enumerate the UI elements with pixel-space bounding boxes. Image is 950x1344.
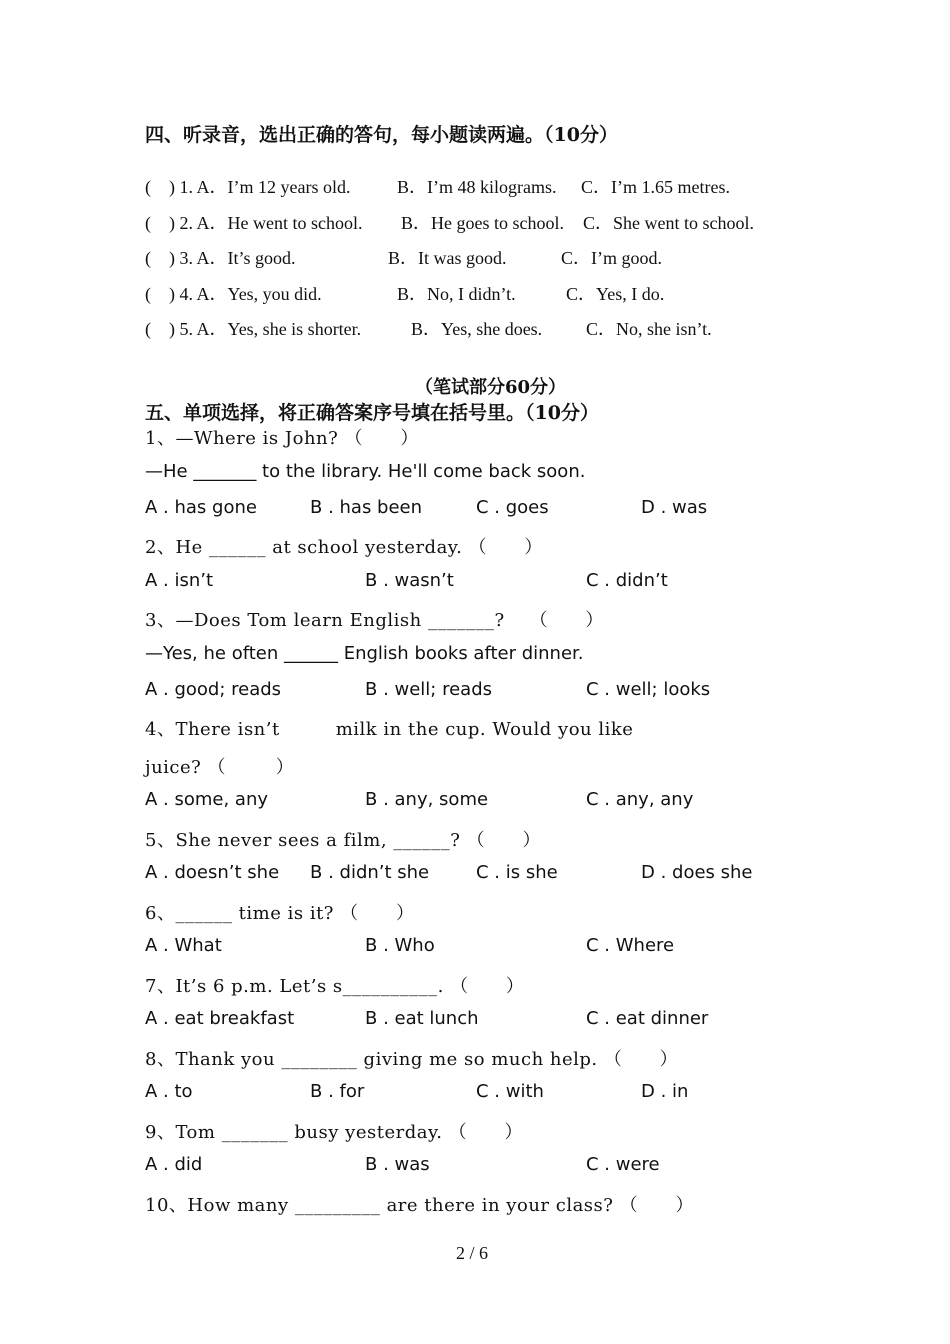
q7-opt-a: A . eat breakfast — [145, 1008, 295, 1029]
s4-q3-c: C．I’m good. — [561, 248, 662, 268]
q9-opt-c: C . were — [586, 1154, 660, 1175]
q6-opt-c: C . Where — [586, 935, 675, 956]
q3-opt-a: A . good; reads — [145, 679, 282, 700]
section4-title: 四、听录音，选出正确的答句，每小题读两遍。（10分） — [145, 124, 618, 146]
section5-title: 五、单项选择，将正确答案序号填在括号里。（10分） — [145, 402, 599, 424]
q7-opt-c: C . eat dinner — [586, 1008, 709, 1029]
q8-opt-c: C . with — [476, 1081, 544, 1102]
s4-q5-a: ( ) 5. A．Yes, she is shorter. — [145, 319, 362, 339]
q4-line2: juice? （ ） — [145, 757, 295, 778]
q3-opt-c: C . well; looks — [586, 679, 711, 700]
q8-stem: 8、Thank you ________ giving me so much help. （ ） — [145, 1049, 679, 1070]
q8-opt-d: D . in — [641, 1081, 689, 1102]
q3-stem: 3、—Does Tom learn English _______? （ ） — [145, 610, 604, 631]
s4-q4-c: C．Yes, I do. — [566, 284, 665, 304]
q7-stem: 7、It’s 6 p.m. Let’s s__________. （ ） — [145, 976, 525, 997]
q5-opt-c: C . is she — [476, 862, 558, 883]
q4-opt-a: A . some, any — [145, 789, 269, 810]
q1-opt-a: A . has gone — [145, 497, 257, 518]
q5-opt-b: B . didn’t she — [310, 862, 430, 883]
s4-q5-b: B．Yes, she does. — [411, 319, 543, 339]
q9-opt-b: B . was — [365, 1154, 430, 1175]
q6-opt-a: A . What — [145, 935, 222, 956]
q8-opt-b: B . for — [310, 1081, 365, 1102]
s4-q2-a: ( ) 2. A．He went to school. — [145, 213, 363, 233]
q7-opt-b: B . eat lunch — [365, 1008, 479, 1029]
page-number: 2 / 6 — [456, 1243, 489, 1263]
s4-q3-a: ( ) 3. A．It’s good. — [145, 248, 296, 268]
q4-opt-c: C . any, any — [586, 789, 694, 810]
q8-opt-a: A . to — [145, 1081, 193, 1102]
q4-stem: 4、There isn’t milk in the cup. Would you like — [145, 719, 634, 740]
q6-opt-b: B . Who — [365, 935, 435, 956]
q3-opt-b: B . well; reads — [365, 679, 493, 700]
s4-q1-a: ( ) 1. A．I’m 12 years old. — [145, 177, 351, 197]
s4-q5-c: C．No, she isn’t. — [586, 319, 712, 339]
q3-line2: —Yes, he often ______ English books after dinner. — [145, 643, 584, 664]
q1-opt-c: C . goes — [476, 497, 549, 518]
q1-opt-b: B . has been — [310, 497, 423, 518]
s4-q2-c: C．She went to school. — [583, 213, 754, 233]
q10-stem: 10、How many _________ are there in your class? （ ） — [145, 1195, 694, 1216]
s4-q4-b: B．No, I didn’t. — [397, 284, 516, 304]
s4-q1-b: B．I’m 48 kilograms. — [397, 177, 557, 197]
s4-q4-a: ( ) 4. A．Yes, you did. — [145, 284, 322, 304]
s4-q2-b: B．He goes to school. — [401, 213, 564, 233]
q2-opt-c: C . didn’t — [586, 570, 668, 591]
s4-q3-b: B．It was good. — [388, 248, 507, 268]
q4-opt-b: B . any, some — [365, 789, 489, 810]
q9-stem: 9、Tom _______ busy yesterday. （ ） — [145, 1122, 524, 1143]
q2-opt-b: B . wasn’t — [365, 570, 454, 591]
q1-stem: 1、—Where is John? （ ） — [145, 428, 419, 449]
q1-opt-d: D . was — [641, 497, 708, 518]
q5-opt-a: A . doesn’t she — [145, 862, 280, 883]
q2-stem: 2、He ______ at school yesterday. （ ） — [145, 537, 543, 558]
q5-opt-d: D . does she — [641, 862, 753, 883]
s4-q1-c: C．I’m 1.65 metres. — [581, 177, 730, 197]
q2-opt-a: A . isn’t — [145, 570, 214, 591]
q9-opt-a: A . did — [145, 1154, 203, 1175]
q5-stem: 5、She never sees a film, ______? （ ） — [145, 830, 541, 851]
q6-stem: 6、______ time is it? （ ） — [145, 903, 415, 924]
written-part-title: （笔试部分60分） — [415, 377, 567, 398]
q1-line2: —He _______ to the library. He'll come back soon. — [145, 461, 586, 482]
